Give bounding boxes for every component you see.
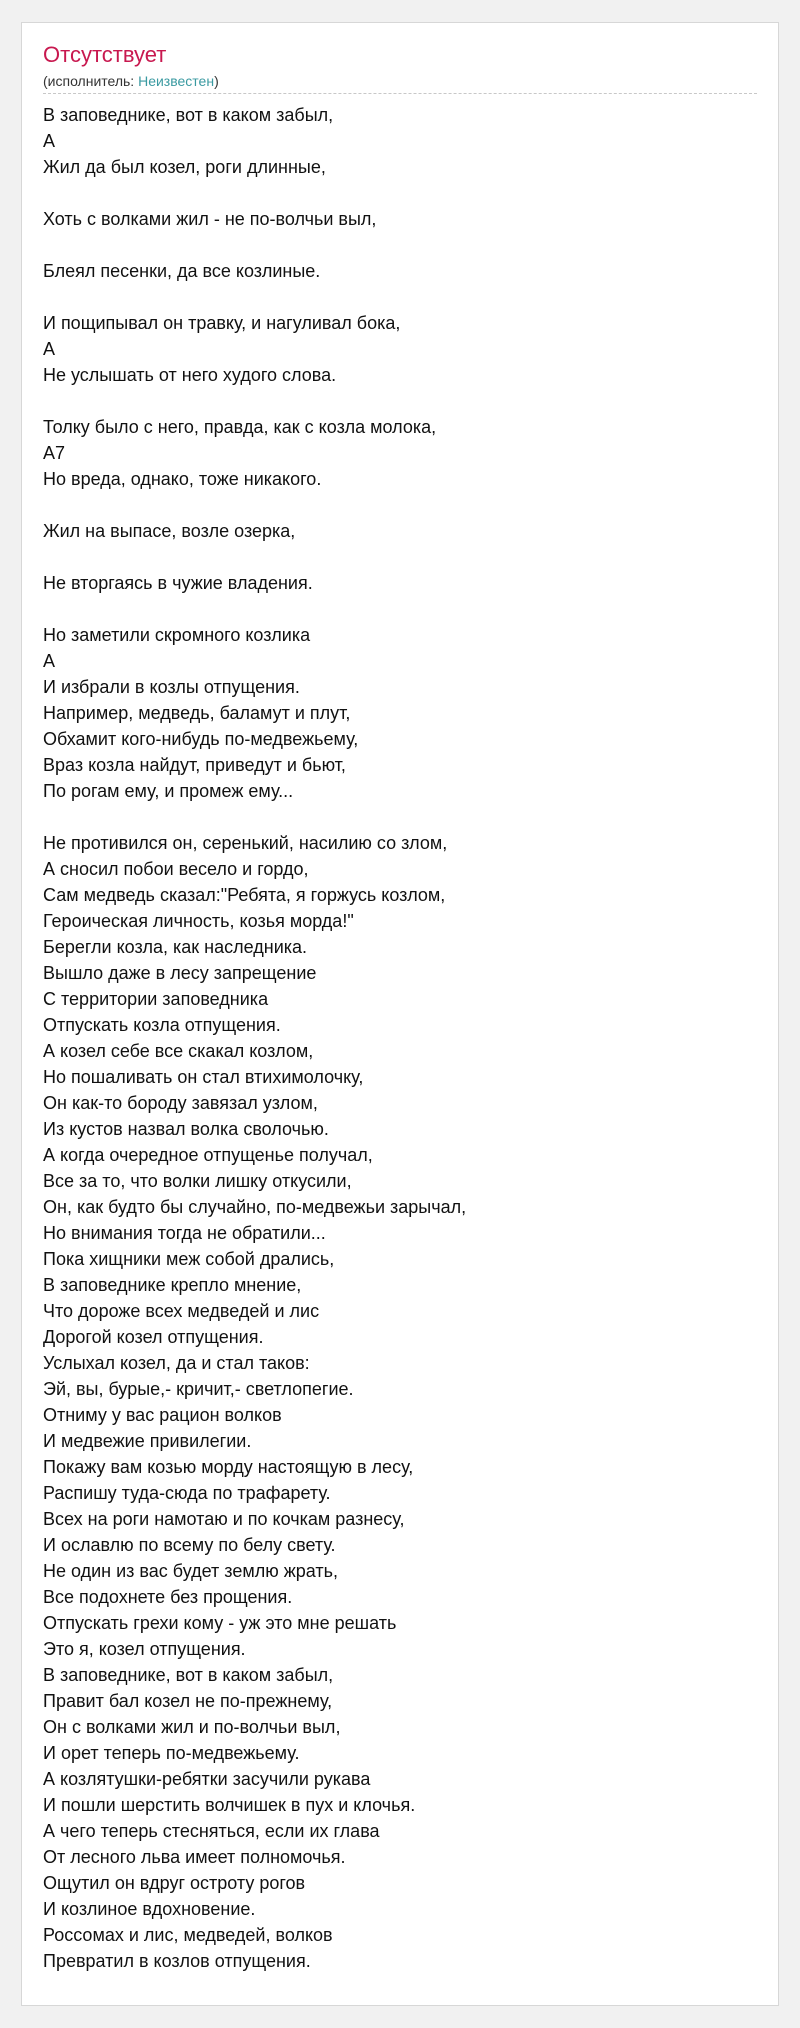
- lyric-line: [43, 284, 743, 310]
- lyric-line: И пощипывал он травку, и нагуливал бока,: [43, 313, 401, 333]
- lyric-line: Жил да был козел, роги длинные,: [43, 157, 326, 177]
- lyric-line: Толку было с него, правда, как с козла молока,: [43, 417, 437, 437]
- lyric-line: И ославлю по всему по белу свету.: [43, 1535, 336, 1555]
- lyric-line: [43, 804, 743, 830]
- lyric-line: Не один из вас будет землю жрать,: [43, 1561, 339, 1581]
- lyric-line: Отпускать грехи кому - уж это мне решать: [43, 1613, 397, 1633]
- lyric-line: Эй, вы, бурые,- кричит,- светлопегие.: [43, 1379, 354, 1399]
- lyric-line: А сносил побои весело и гордо,: [43, 859, 309, 879]
- lyric-line: От лесного льва имеет полномочья.: [43, 1847, 346, 1867]
- lyric-line: [43, 232, 743, 258]
- lyric-line: Россомах и лис, медведей, волков: [43, 1925, 333, 1945]
- artist-suffix: ): [214, 73, 219, 89]
- lyric-line: Все за то, что волки лишку откусили,: [43, 1171, 352, 1191]
- lyric-line: Что дороже всех медведей и лис: [43, 1301, 320, 1321]
- lyric-line: Превратил в козлов отпущения.: [43, 1951, 311, 1971]
- lyric-line: Это я, козел отпущения.: [43, 1639, 246, 1659]
- lyric-line: Не услышать от него худого слова.: [43, 365, 337, 385]
- lyric-line: В заповеднике крепло мнение,: [43, 1275, 302, 1295]
- header-divider: [43, 93, 757, 94]
- lyric-line: А козлятушки-ребятки засучили рукава: [43, 1769, 371, 1789]
- lyric-line: [43, 492, 743, 518]
- lyric-line: И орет теперь по-медвежьему.: [43, 1743, 300, 1763]
- lyric-line: И избрали в козлы отпущения.: [43, 677, 300, 697]
- artist-link[interactable]: Неизвестен: [138, 73, 215, 89]
- lyric-line: Дорогой козел отпущения.: [43, 1327, 264, 1347]
- lyric-line: Но заметили скромного козлика: [43, 625, 311, 645]
- lyric-line: С территории заповедника: [43, 989, 269, 1009]
- artist-prefix: (исполнитель:: [43, 73, 139, 89]
- lyric-line: Героическая личность, козья морда!": [43, 911, 354, 931]
- lyric-line: Отпускать козла отпущения.: [43, 1015, 281, 1035]
- lyric-line: И пошли шерстить волчишек в пух и клочья.: [43, 1795, 416, 1815]
- lyric-line: Хоть с волками жил - не по-волчьи выл,: [43, 209, 377, 229]
- lyric-line: И медвежие привилегии.: [43, 1431, 252, 1451]
- lyric-line: Но вреда, однако, тоже никакого.: [43, 469, 322, 489]
- lyric-line: A7: [43, 443, 66, 463]
- lyric-line: Обхамит кого-нибудь по-медвежьему,: [43, 729, 359, 749]
- lyric-line: Берегли козла, как наследника.: [43, 937, 308, 957]
- lyric-line: [43, 388, 743, 414]
- lyric-line: [43, 596, 743, 622]
- lyric-line: А чего теперь стесняться, если их глава: [43, 1821, 380, 1841]
- lyric-line: Он, как будто бы случайно, по-медвежьи зарычал,: [43, 1197, 467, 1217]
- lyric-line: Блеял песенки, да все козлиные.: [43, 261, 321, 281]
- lyric-line: В заповеднике, вот в каком забыл,: [43, 1665, 334, 1685]
- lyric-line: В заповеднике, вот в каком забыл,: [43, 105, 334, 125]
- lyric-line: Распишу туда-сюда по трафарету.: [43, 1483, 331, 1503]
- lyric-line: Жил на выпасе, возле озерка,: [43, 521, 296, 541]
- lyric-line: По рогам ему, и промеж ему...: [43, 781, 294, 801]
- lyric-line: Пока хищники меж собой дрались,: [43, 1249, 335, 1269]
- lyric-line: [43, 544, 743, 570]
- song-title: Отсутствует: [43, 42, 167, 67]
- lyric-line: Он как-то бороду завязал узлом,: [43, 1093, 318, 1113]
- lyrics-text: [43, 102, 743, 1974]
- lyric-line: Из кустов назвал волка сволочью.: [43, 1119, 329, 1139]
- lyric-line: И козлиное вдохновение.: [43, 1899, 256, 1919]
- lyric-line: Ощутил он вдруг остроту рогов: [43, 1873, 306, 1893]
- artist-line: [43, 73, 219, 89]
- lyric-line: Вышло даже в лесу запрещение: [43, 963, 317, 983]
- lyrics-card: [21, 22, 779, 2006]
- lyric-line: Он с волками жил и по-волчьи выл,: [43, 1717, 341, 1737]
- lyric-line: Правит бал козел не по-прежнему,: [43, 1691, 333, 1711]
- lyric-line: Враз козла найдут, приведут и бьют,: [43, 755, 346, 775]
- lyric-line: А козел себе все скакал козлом,: [43, 1041, 314, 1061]
- lyric-line: Не противился он, серенький, насилию со злом,: [43, 833, 448, 853]
- lyric-line: A: [43, 339, 56, 359]
- lyric-line: A: [43, 131, 56, 151]
- lyric-line: Услыхал козел, да и стал таков:: [43, 1353, 310, 1373]
- lyric-line: A: [43, 651, 56, 671]
- lyric-line: Но внимания тогда не обратили...: [43, 1223, 326, 1243]
- lyric-line: Сам медведь сказал:"Ребята, я горжусь козлом,: [43, 885, 446, 905]
- lyric-line: Например, медведь, баламут и плут,: [43, 703, 351, 723]
- lyric-line: Покажу вам козью морду настоящую в лесу,: [43, 1457, 414, 1477]
- lyric-line: Отниму у вас рацион волков: [43, 1405, 282, 1425]
- lyric-line: Все подохнете без прощения.: [43, 1587, 293, 1607]
- lyric-line: Всех на роги намотаю и по кочкам разнесу,: [43, 1509, 405, 1529]
- lyric-line: [43, 180, 743, 206]
- lyric-line: А когда очередное отпущенье получал,: [43, 1145, 373, 1165]
- lyric-line: Не вторгаясь в чужие владения.: [43, 573, 313, 593]
- lyric-line: Но пошаливать он стал втихимолочку,: [43, 1067, 364, 1087]
